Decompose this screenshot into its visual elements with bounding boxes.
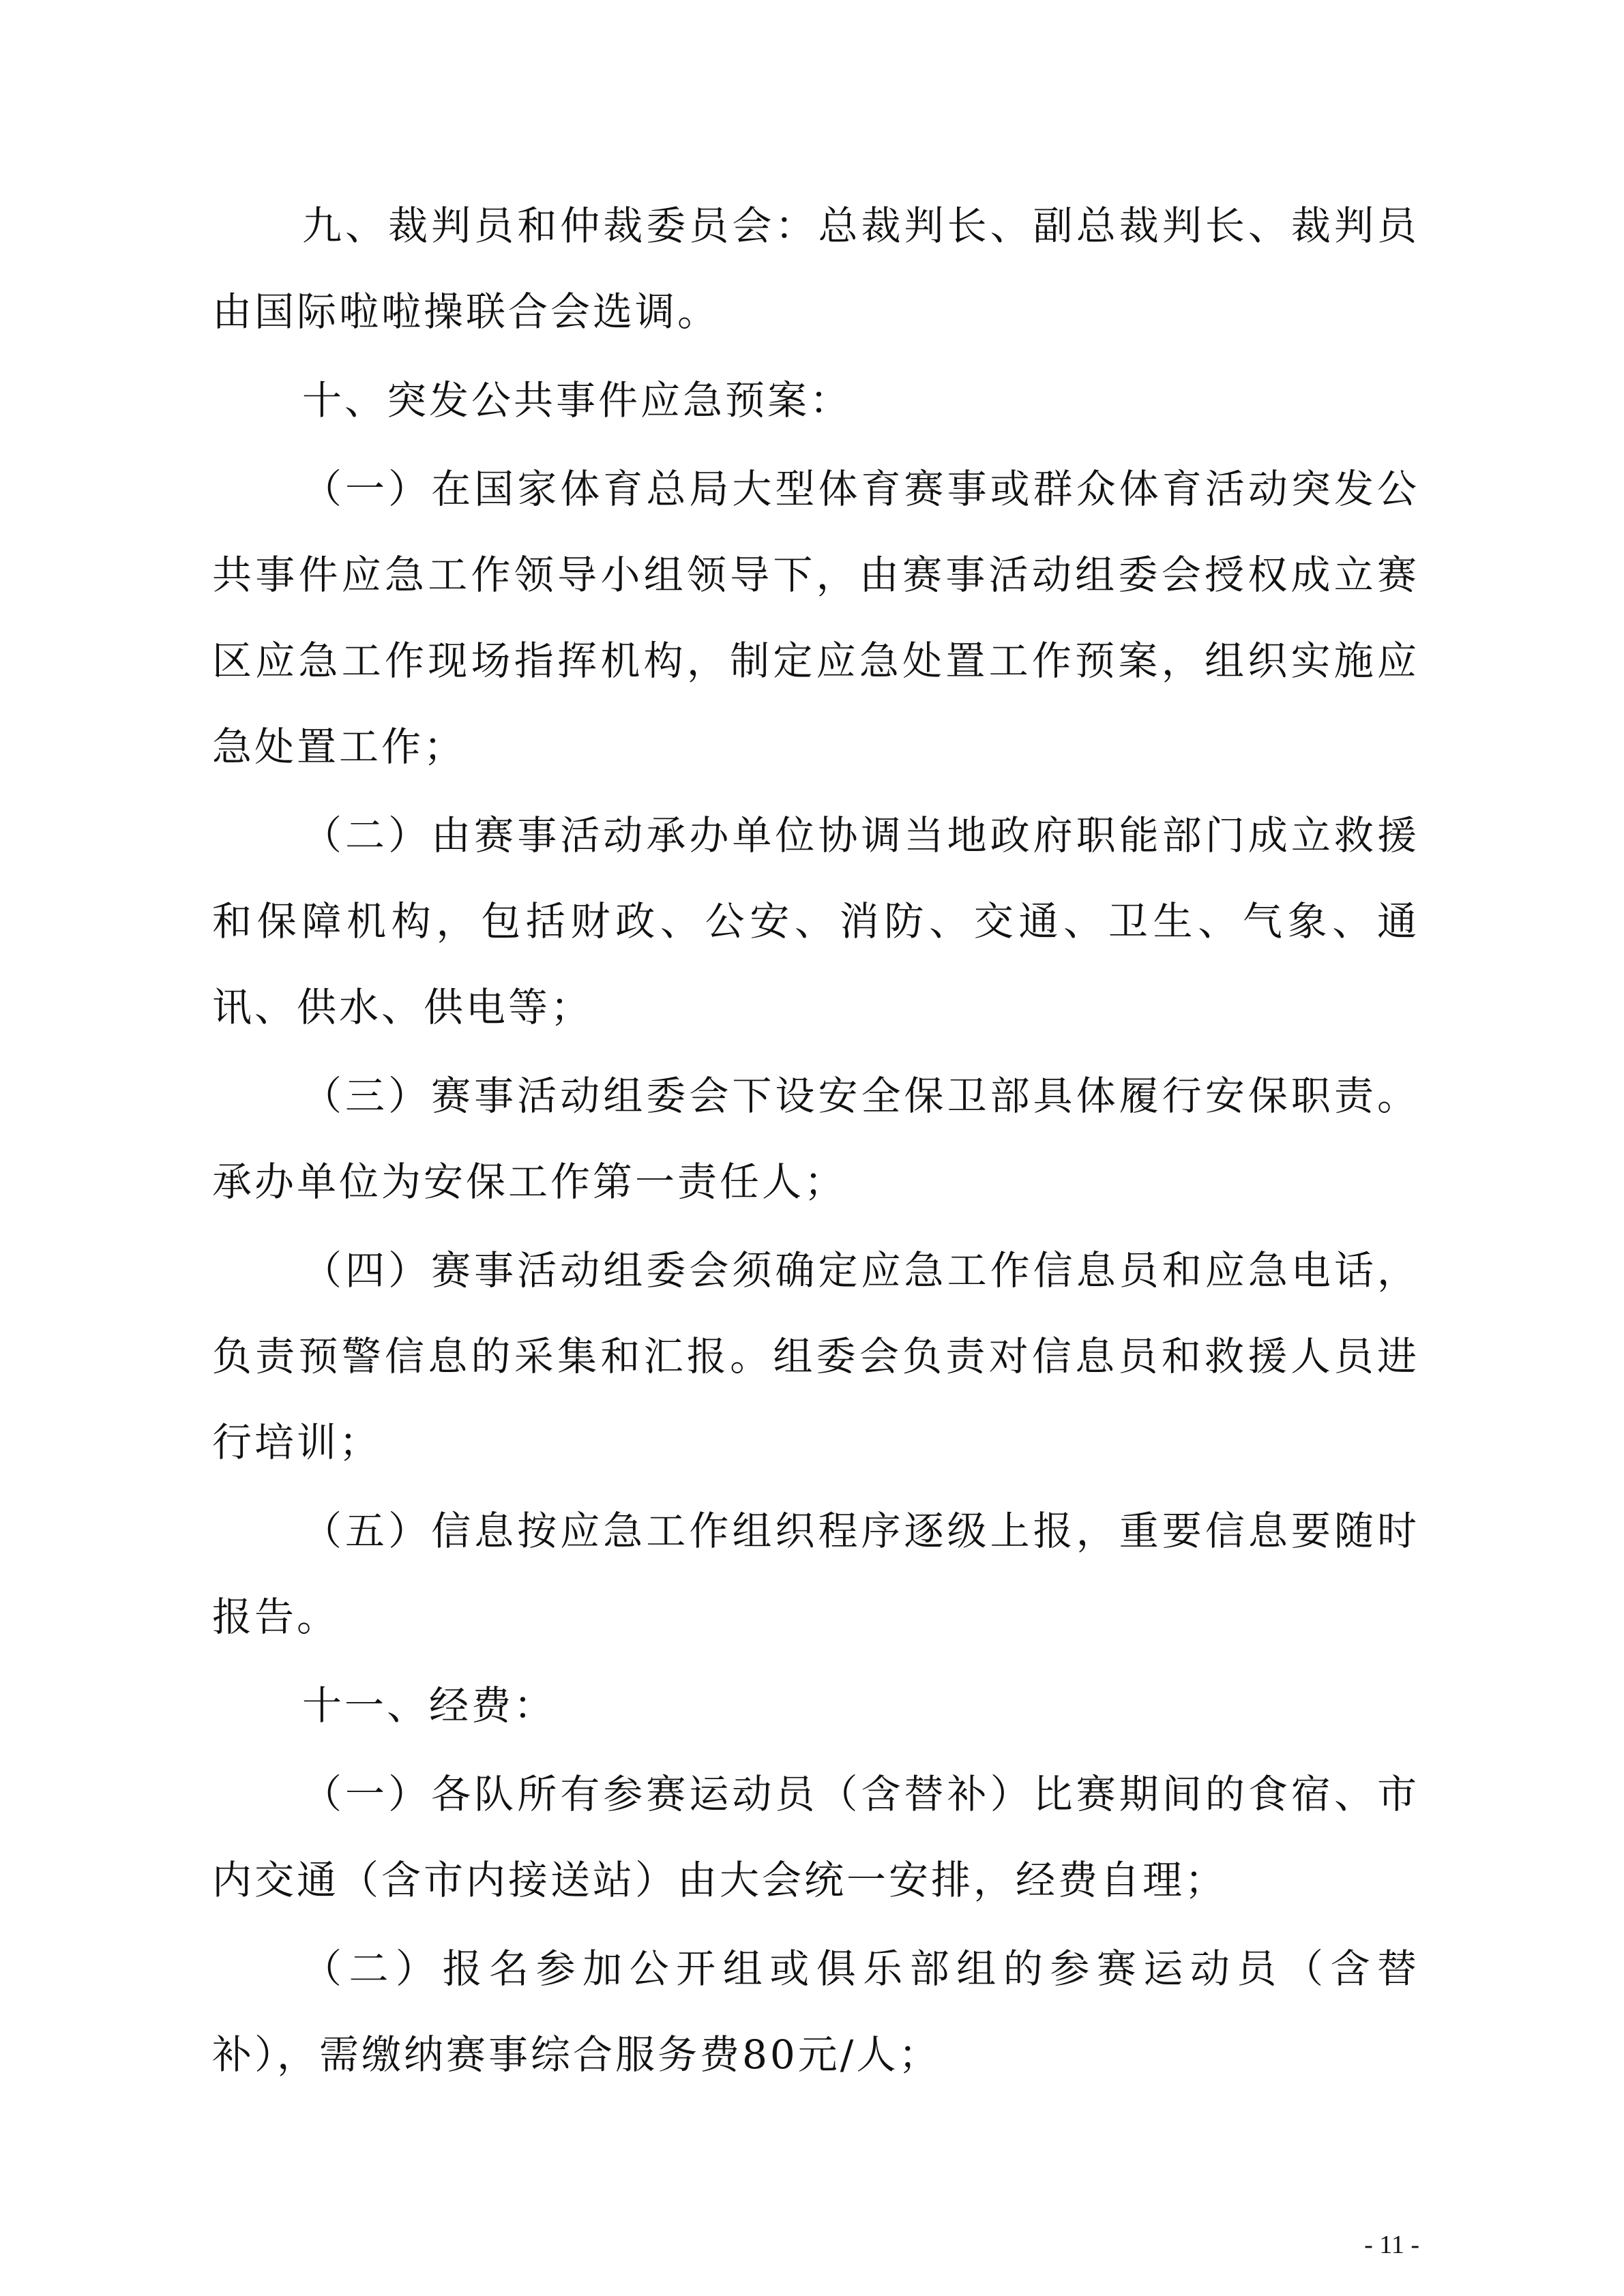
paragraph-emergency-1: （一）在国家体育总局大型体育赛事或群众体育活动突发公共事件应急工作领导小组领导下，由赛事活动组委会授权成立赛区应急工作现场指挥机构，制定应急处置工作预案，组织实施应急处置工作； xyxy=(212,466,1419,770)
paragraph-referees: 九、裁判员和仲裁委员会：总裁判长、副总裁判长、裁判员由国际啦啦操联合会选调。 xyxy=(212,203,1419,335)
paragraph-emergency-2: （二）由赛事活动承办单位协调当地政府职能部门成立救援和保障机构，包括财政、公安、消防、交通、卫生、气象、通讯、供水、供电等； xyxy=(212,812,1419,1030)
paragraph-emergency-heading: 十、突发公共事件应急预案： xyxy=(302,377,853,423)
paragraph-emergency-4: （四）赛事活动组委会须确定应急工作信息员和应急电话，负责预警信息的采集和汇报。组委会负责对信息员和救援人员进行培训； xyxy=(212,1247,1419,1465)
paragraph-funding-1: （一）各队所有参赛运动员（含替补）比赛期间的食宿、市内交通（含市内接送站）由大会统一安排，经费自理； xyxy=(212,1771,1419,1903)
document-body xyxy=(212,183,1419,2100)
paragraph-emergency-3: （三）赛事活动组委会下设安全保卫部具体履行安保职责。承办单位为安保工作第一责任人； xyxy=(212,1073,1419,1205)
paragraph-funding-heading: 十一、经费： xyxy=(302,1682,557,1729)
page-number: - 11 - xyxy=(1364,2231,1419,2259)
paragraph-emergency-5: （五）信息按应急工作组织程序逐级上报，重要信息要随时报告。 xyxy=(212,1508,1419,1640)
paragraph-funding-2: （二）报名参加公开组或俱乐部组的参赛运动员（含替补），需缴纳赛事综合服务费80元/人； xyxy=(212,1945,1419,2078)
